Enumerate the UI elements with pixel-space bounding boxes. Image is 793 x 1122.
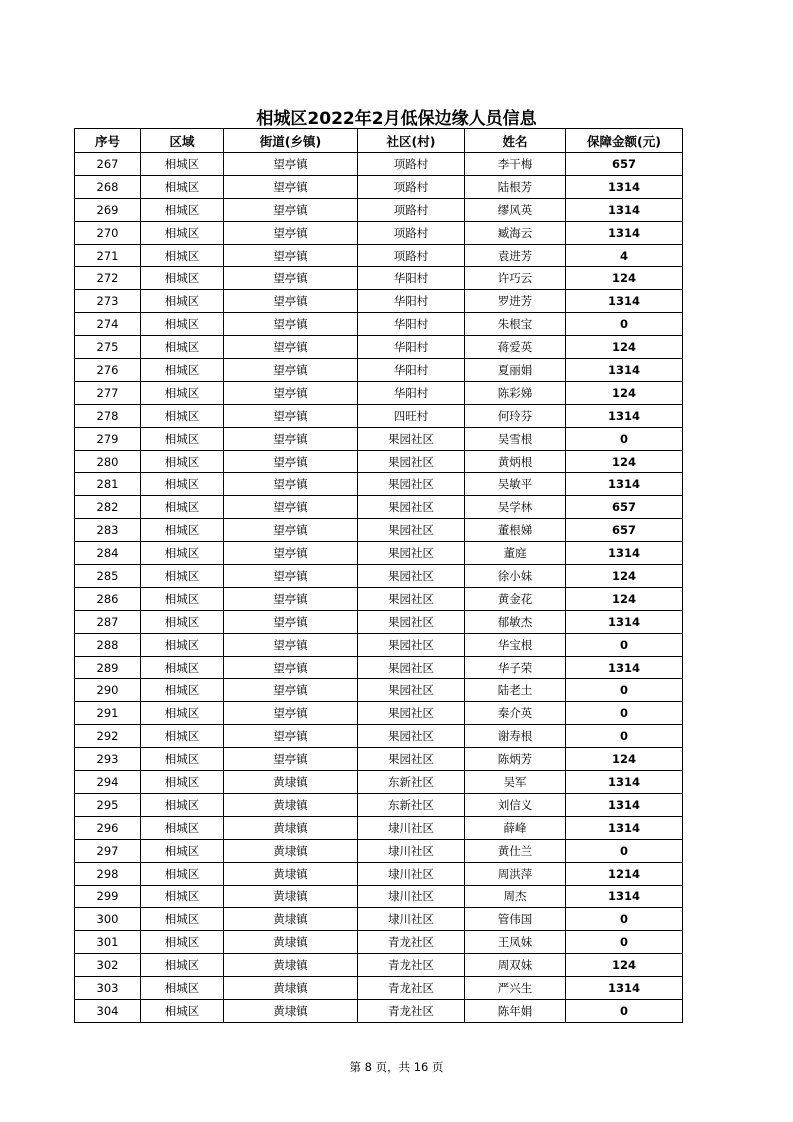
table-row	[75, 633, 683, 656]
table-row	[75, 839, 683, 862]
cell-name: 陈炳芳	[465, 748, 566, 771]
cell-name: 严兴生	[465, 977, 566, 1000]
cell-community: 青龙社区	[358, 999, 465, 1022]
cell-index: 298	[75, 862, 141, 885]
cell-district: 相城区	[141, 908, 224, 931]
cell-community: 果园社区	[358, 450, 465, 473]
cell-community: 埭川社区	[358, 862, 465, 885]
cell-street: 望亭镇	[224, 359, 358, 382]
table-body	[75, 153, 683, 1023]
table-row	[75, 221, 683, 244]
cell-name: 吴雪根	[465, 427, 566, 450]
cell-district: 相城区	[141, 290, 224, 313]
cell-community: 华阳村	[358, 290, 465, 313]
cell-street: 望亭镇	[224, 221, 358, 244]
cell-index: 302	[75, 954, 141, 977]
cell-index: 270	[75, 221, 141, 244]
cell-community: 华阳村	[358, 359, 465, 382]
cell-amount: 0	[566, 839, 683, 862]
table-header-row	[75, 129, 683, 153]
cell-district: 相城区	[141, 679, 224, 702]
cell-street: 望亭镇	[224, 175, 358, 198]
cell-index: 301	[75, 931, 141, 954]
table-row	[75, 885, 683, 908]
cell-index: 279	[75, 427, 141, 450]
table-row	[75, 496, 683, 519]
cell-street: 望亭镇	[224, 542, 358, 565]
cell-amount: 1314	[566, 771, 683, 794]
table-row	[75, 244, 683, 267]
cell-community: 埭川社区	[358, 885, 465, 908]
cell-index: 292	[75, 725, 141, 748]
table-row	[75, 381, 683, 404]
cell-street: 望亭镇	[224, 427, 358, 450]
cell-community: 青龙社区	[358, 931, 465, 954]
cell-index: 274	[75, 313, 141, 336]
cell-street: 望亭镇	[224, 336, 358, 359]
table-row	[75, 336, 683, 359]
cell-name: 秦介英	[465, 702, 566, 725]
cell-community: 果园社区	[358, 610, 465, 633]
cell-amount: 124	[566, 748, 683, 771]
table-row	[75, 267, 683, 290]
cell-amount: 1314	[566, 542, 683, 565]
cell-index: 280	[75, 450, 141, 473]
cell-amount: 124	[566, 267, 683, 290]
table-row	[75, 198, 683, 221]
cell-community: 华阳村	[358, 336, 465, 359]
cell-index: 299	[75, 885, 141, 908]
cell-name: 王凤妹	[465, 931, 566, 954]
cell-index: 297	[75, 839, 141, 862]
cell-amount: 1314	[566, 885, 683, 908]
cell-name: 董根娣	[465, 519, 566, 542]
cell-name: 夏丽娟	[465, 359, 566, 382]
cell-amount: 124	[566, 336, 683, 359]
table-row	[75, 771, 683, 794]
cell-district: 相城区	[141, 198, 224, 221]
cell-street: 望亭镇	[224, 153, 358, 176]
cell-community: 果园社区	[358, 496, 465, 519]
cell-amount: 124	[566, 450, 683, 473]
cell-index: 271	[75, 244, 141, 267]
cell-amount: 0	[566, 999, 683, 1022]
cell-district: 相城区	[141, 221, 224, 244]
cell-street: 望亭镇	[224, 404, 358, 427]
cell-community: 华阳村	[358, 381, 465, 404]
cell-district: 相城区	[141, 244, 224, 267]
cell-district: 相城区	[141, 862, 224, 885]
cell-district: 相城区	[141, 771, 224, 794]
cell-street: 望亭镇	[224, 656, 358, 679]
cell-district: 相城区	[141, 450, 224, 473]
cell-community: 东新社区	[358, 771, 465, 794]
cell-community: 果园社区	[358, 519, 465, 542]
table-row	[75, 610, 683, 633]
cell-amount: 0	[566, 679, 683, 702]
cell-name: 谢寿根	[465, 725, 566, 748]
cell-street: 望亭镇	[224, 587, 358, 610]
cell-district: 相城区	[141, 587, 224, 610]
cell-amount: 657	[566, 519, 683, 542]
cell-index: 275	[75, 336, 141, 359]
cell-amount: 0	[566, 427, 683, 450]
cell-community: 果园社区	[358, 565, 465, 588]
data-table	[74, 128, 683, 1023]
cell-name: 何玲芬	[465, 404, 566, 427]
cell-community: 果园社区	[358, 427, 465, 450]
cell-name: 黄炳根	[465, 450, 566, 473]
cell-district: 相城区	[141, 427, 224, 450]
column-header-name: 姓名	[465, 129, 566, 153]
table-row	[75, 587, 683, 610]
cell-index: 276	[75, 359, 141, 382]
cell-community: 果园社区	[358, 633, 465, 656]
cell-district: 相城区	[141, 793, 224, 816]
cell-street: 黄埭镇	[224, 862, 358, 885]
cell-street: 黄埭镇	[224, 908, 358, 931]
cell-amount: 124	[566, 381, 683, 404]
cell-amount: 0	[566, 702, 683, 725]
cell-amount: 4	[566, 244, 683, 267]
cell-community: 四旺村	[358, 404, 465, 427]
table-row	[75, 862, 683, 885]
cell-index: 287	[75, 610, 141, 633]
cell-name: 吴军	[465, 771, 566, 794]
table-row	[75, 816, 683, 839]
cell-name: 缪风英	[465, 198, 566, 221]
cell-community: 埭川社区	[358, 816, 465, 839]
cell-street: 望亭镇	[224, 313, 358, 336]
cell-district: 相城区	[141, 175, 224, 198]
cell-name: 刘信义	[465, 793, 566, 816]
cell-index: 300	[75, 908, 141, 931]
table-row	[75, 313, 683, 336]
cell-name: 吴敏平	[465, 473, 566, 496]
cell-street: 黄埭镇	[224, 999, 358, 1022]
cell-district: 相城区	[141, 702, 224, 725]
cell-community: 项路村	[358, 221, 465, 244]
cell-amount: 124	[566, 587, 683, 610]
cell-community: 果园社区	[358, 542, 465, 565]
cell-district: 相城区	[141, 359, 224, 382]
cell-index: 293	[75, 748, 141, 771]
cell-amount: 1314	[566, 198, 683, 221]
cell-name: 蒋爱英	[465, 336, 566, 359]
cell-street: 望亭镇	[224, 267, 358, 290]
cell-index: 295	[75, 793, 141, 816]
table-row	[75, 999, 683, 1022]
cell-index: 296	[75, 816, 141, 839]
cell-amount: 1314	[566, 290, 683, 313]
cell-name: 管伟国	[465, 908, 566, 931]
cell-index: 304	[75, 999, 141, 1022]
cell-district: 相城区	[141, 404, 224, 427]
cell-community: 东新社区	[358, 793, 465, 816]
table-row	[75, 954, 683, 977]
cell-district: 相城区	[141, 954, 224, 977]
cell-street: 望亭镇	[224, 496, 358, 519]
table-row	[75, 565, 683, 588]
cell-street: 黄埭镇	[224, 931, 358, 954]
cell-amount: 1314	[566, 221, 683, 244]
cell-amount: 1314	[566, 404, 683, 427]
table-row	[75, 793, 683, 816]
cell-community: 果园社区	[358, 473, 465, 496]
cell-amount: 124	[566, 565, 683, 588]
cell-district: 相城区	[141, 610, 224, 633]
cell-district: 相城区	[141, 816, 224, 839]
cell-amount: 124	[566, 954, 683, 977]
cell-street: 望亭镇	[224, 565, 358, 588]
cell-street: 望亭镇	[224, 519, 358, 542]
cell-index: 289	[75, 656, 141, 679]
cell-amount: 1314	[566, 610, 683, 633]
cell-index: 303	[75, 977, 141, 1000]
cell-amount: 1314	[566, 359, 683, 382]
cell-community: 埭川社区	[358, 908, 465, 931]
cell-amount: 0	[566, 931, 683, 954]
cell-district: 相城区	[141, 931, 224, 954]
cell-index: 286	[75, 587, 141, 610]
cell-name: 臧海云	[465, 221, 566, 244]
cell-index: 269	[75, 198, 141, 221]
cell-district: 相城区	[141, 336, 224, 359]
cell-amount: 657	[566, 153, 683, 176]
cell-district: 相城区	[141, 381, 224, 404]
cell-street: 望亭镇	[224, 198, 358, 221]
cell-name: 陆老土	[465, 679, 566, 702]
table-row	[75, 748, 683, 771]
table-row	[75, 702, 683, 725]
cell-name: 郁敏杰	[465, 610, 566, 633]
cell-community: 华阳村	[358, 313, 465, 336]
cell-name: 吴学林	[465, 496, 566, 519]
cell-amount: 0	[566, 633, 683, 656]
cell-name: 陈彩娣	[465, 381, 566, 404]
cell-name: 华子荣	[465, 656, 566, 679]
page-footer: 第 8 页，共 16 页	[349, 1060, 444, 1074]
cell-street: 望亭镇	[224, 473, 358, 496]
table-row	[75, 656, 683, 679]
cell-district: 相城区	[141, 839, 224, 862]
cell-amount: 1214	[566, 862, 683, 885]
column-header-district: 区域	[141, 129, 224, 153]
cell-index: 282	[75, 496, 141, 519]
cell-community: 果园社区	[358, 702, 465, 725]
cell-amount: 1314	[566, 473, 683, 496]
cell-street: 望亭镇	[224, 679, 358, 702]
cell-street: 望亭镇	[224, 381, 358, 404]
cell-index: 290	[75, 679, 141, 702]
cell-district: 相城区	[141, 267, 224, 290]
cell-index: 291	[75, 702, 141, 725]
cell-name: 周杰	[465, 885, 566, 908]
cell-street: 黄埭镇	[224, 816, 358, 839]
cell-street: 望亭镇	[224, 610, 358, 633]
table-row	[75, 473, 683, 496]
cell-community: 项路村	[358, 175, 465, 198]
cell-street: 望亭镇	[224, 244, 358, 267]
cell-district: 相城区	[141, 977, 224, 1000]
cell-index: 273	[75, 290, 141, 313]
cell-index: 285	[75, 565, 141, 588]
cell-name: 李干梅	[465, 153, 566, 176]
cell-index: 283	[75, 519, 141, 542]
table-row	[75, 908, 683, 931]
table-row	[75, 404, 683, 427]
cell-street: 黄埭镇	[224, 954, 358, 977]
table-row	[75, 977, 683, 1000]
cell-street: 望亭镇	[224, 290, 358, 313]
cell-amount: 0	[566, 908, 683, 931]
cell-name: 袁进芳	[465, 244, 566, 267]
table-row	[75, 450, 683, 473]
table-row	[75, 153, 683, 176]
cell-community: 果园社区	[358, 656, 465, 679]
cell-name: 黄金花	[465, 587, 566, 610]
cell-amount: 657	[566, 496, 683, 519]
cell-community: 青龙社区	[358, 954, 465, 977]
cell-community: 青龙社区	[358, 977, 465, 1000]
cell-index: 267	[75, 153, 141, 176]
table-row	[75, 359, 683, 382]
cell-name: 周双妹	[465, 954, 566, 977]
cell-district: 相城区	[141, 633, 224, 656]
column-header-street: 街道(乡镇)	[224, 129, 358, 153]
cell-street: 黄埭镇	[224, 793, 358, 816]
cell-district: 相城区	[141, 656, 224, 679]
cell-amount: 1314	[566, 977, 683, 1000]
cell-name: 陆根芳	[465, 175, 566, 198]
cell-street: 望亭镇	[224, 702, 358, 725]
cell-district: 相城区	[141, 885, 224, 908]
cell-district: 相城区	[141, 313, 224, 336]
page-title: 相城区2022年2月低保边缘人员信息	[256, 109, 537, 129]
cell-index: 294	[75, 771, 141, 794]
cell-district: 相城区	[141, 519, 224, 542]
column-header-community: 社区(村)	[358, 129, 465, 153]
cell-amount: 1314	[566, 175, 683, 198]
cell-name: 周洪萍	[465, 862, 566, 885]
table-row	[75, 427, 683, 450]
cell-name: 陈年娟	[465, 999, 566, 1022]
cell-street: 望亭镇	[224, 725, 358, 748]
cell-street: 黄埭镇	[224, 771, 358, 794]
cell-name: 董庭	[465, 542, 566, 565]
cell-amount: 1314	[566, 656, 683, 679]
cell-index: 277	[75, 381, 141, 404]
cell-street: 黄埭镇	[224, 839, 358, 862]
table-row	[75, 175, 683, 198]
cell-name: 徐小妹	[465, 565, 566, 588]
cell-amount: 0	[566, 313, 683, 336]
table-row	[75, 542, 683, 565]
cell-district: 相城区	[141, 748, 224, 771]
table-row	[75, 290, 683, 313]
cell-name: 华宝根	[465, 633, 566, 656]
cell-street: 望亭镇	[224, 633, 358, 656]
cell-index: 284	[75, 542, 141, 565]
cell-name: 黄仕兰	[465, 839, 566, 862]
cell-name: 朱根宝	[465, 313, 566, 336]
cell-street: 望亭镇	[224, 450, 358, 473]
table-row	[75, 679, 683, 702]
cell-community: 埭川社区	[358, 839, 465, 862]
cell-index: 278	[75, 404, 141, 427]
cell-community: 项路村	[358, 244, 465, 267]
cell-district: 相城区	[141, 999, 224, 1022]
cell-community: 果园社区	[358, 725, 465, 748]
cell-index: 272	[75, 267, 141, 290]
cell-community: 项路村	[358, 153, 465, 176]
cell-name: 许巧云	[465, 267, 566, 290]
cell-street: 黄埭镇	[224, 977, 358, 1000]
cell-index: 268	[75, 175, 141, 198]
cell-amount: 1314	[566, 816, 683, 839]
cell-community: 项路村	[358, 198, 465, 221]
cell-district: 相城区	[141, 473, 224, 496]
cell-index: 288	[75, 633, 141, 656]
cell-community: 华阳村	[358, 267, 465, 290]
table-row	[75, 725, 683, 748]
cell-district: 相城区	[141, 542, 224, 565]
cell-district: 相城区	[141, 565, 224, 588]
cell-index: 281	[75, 473, 141, 496]
column-header-amount: 保障金额(元)	[566, 129, 683, 153]
cell-district: 相城区	[141, 725, 224, 748]
cell-amount: 0	[566, 725, 683, 748]
cell-community: 果园社区	[358, 587, 465, 610]
cell-community: 果园社区	[358, 679, 465, 702]
cell-street: 望亭镇	[224, 748, 358, 771]
cell-name: 薛峰	[465, 816, 566, 839]
cell-district: 相城区	[141, 153, 224, 176]
cell-community: 果园社区	[358, 748, 465, 771]
table-row	[75, 931, 683, 954]
column-header-index: 序号	[75, 129, 141, 153]
cell-district: 相城区	[141, 496, 224, 519]
cell-name: 罗进芳	[465, 290, 566, 313]
table-row	[75, 519, 683, 542]
cell-amount: 1314	[566, 793, 683, 816]
cell-street: 黄埭镇	[224, 885, 358, 908]
